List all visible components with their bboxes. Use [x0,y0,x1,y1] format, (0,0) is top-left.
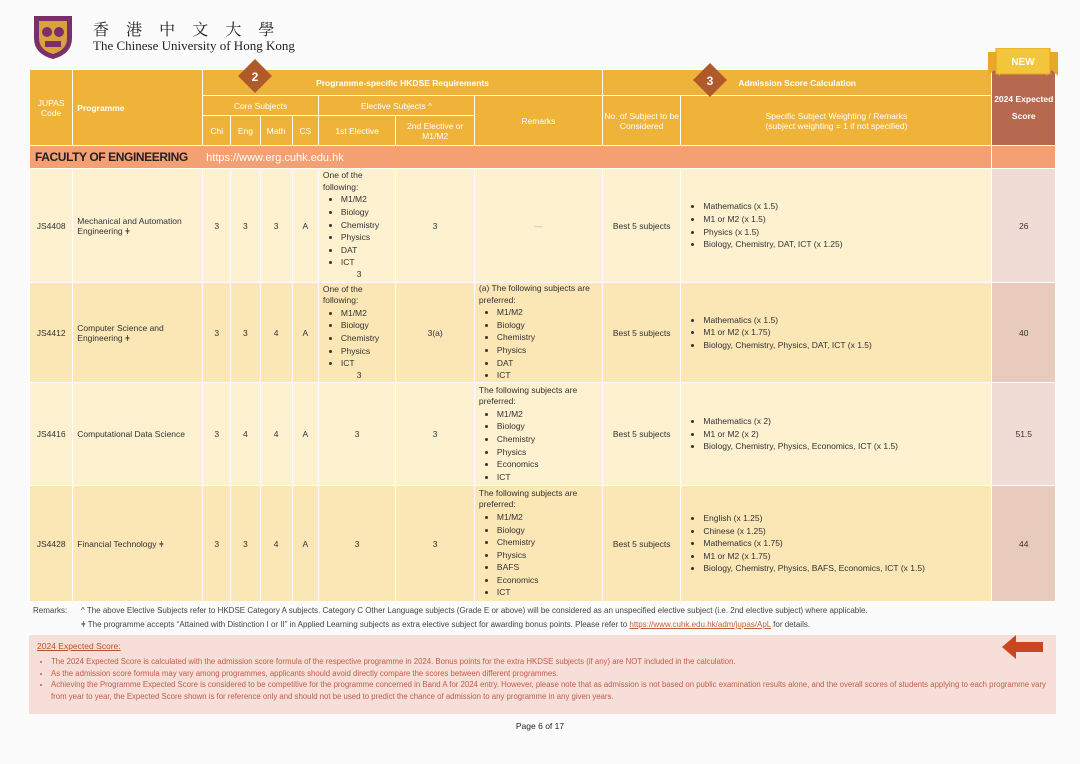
weighting-list [685,200,991,250]
list-item: • As the admission score formula may vary among programmes, applicants should avoid directly compare the scores between different programmes. [51,668,1061,680]
cuhk-crest-icon [30,12,76,60]
faculty-name: FACULTY OF ENGINEERING [35,150,188,164]
weighting-cell [681,486,992,602]
elective1-value: 3 [318,383,396,486]
remarks-cell: — [474,169,602,283]
remarks-cell [474,383,602,486]
expected-score-list [37,656,1061,702]
elective1-value: 3 [318,486,396,602]
new-badge-label: NEW [1011,57,1035,68]
jupas-code: JS4428 [30,486,73,602]
chi-level: 3 [203,383,231,486]
math-header: Math [260,116,292,146]
elective1-value: 3 [356,369,362,380]
list-item: • English (x 1.25) [703,512,991,525]
weighting-list [685,415,991,453]
list-item: • M1 or M2 (x 2) [703,428,991,441]
eng-level: 4 [231,383,260,486]
list-item: • The 2024 Expected Score is calculated with the admission score formula of the respective programme in 2024. Bonus points for the extra HKDSE subjects (if any) are NOT included in the calculation. [51,656,1061,668]
elective1-intro: One of the following: [322,170,363,192]
section3-header: Admission Score Calculation [602,70,992,96]
jupas-code: JS4408 [30,169,73,283]
remarks-cell [474,486,602,602]
chi-level: 3 [203,486,231,602]
list-item: • M1/M2 [497,408,602,421]
list-item: • Economics [497,458,602,471]
programme-name: Mechanical and Automation Engineering ǂ [73,169,203,283]
list-item: • Biology, Chemistry, DAT, ICT (x 1.25) [703,238,991,251]
list-item: • Physics [341,345,396,358]
table-row [30,283,1056,383]
programme-name: Computational Data Science [73,383,203,486]
subjects-considered: Best 5 subjects [602,383,681,486]
weighting-cell [681,169,992,283]
faculty-url-link[interactable]: https://www.erg.cuhk.edu.hk [206,152,344,164]
list-item: • DAT [341,244,396,257]
remarks-intro: (a) The following subjects are preferred: [478,283,590,305]
math-level: 4 [260,383,292,486]
list-item: • Biology [341,319,396,332]
list-item: • Economics [497,574,602,587]
list-item: • Biology, Chemistry, Physics, BAFS, Economics, ICT (x 1.5) [703,562,991,575]
elective1-list [323,307,396,370]
university-name-en: The Chinese University of Hong Kong [93,38,295,53]
list-item: • Biology [341,206,396,219]
list-item: • M1/M2 [341,307,396,320]
remarks-cell [474,283,602,383]
remarks-note-2: ǂ The programme accepts “Attained with Distinction I or II” in Applied Learning subjects as extra elective subject for awarding bonus points. Please refer to [81,620,628,629]
remarks-list [479,511,602,599]
list-item: • M1 or M2 (x 1.5) [703,213,991,226]
list-item: • Biology [497,420,602,433]
math-level: 4 [260,283,292,383]
subjects-considered: Best 5 subjects [602,486,681,602]
math-level: 3 [260,169,292,283]
math-level: 4 [260,486,292,602]
expected-score: 40 [992,283,1056,383]
list-item: • Achieving the Programme Expected Score is considered to be competitive for the programme concerned in Band A for 2024 entry. However, please note that as admission is not based on public examination results alone, and the overall scores of students applying to each programme vary from year to year, the Expected Score shown is for reference only and should not be used to predict the chance of admission to any programme in any given years. [51,679,1061,702]
cs-level: A [292,283,318,383]
list-item: • ICT [497,369,602,382]
list-item: • Physics [497,446,602,459]
elective2-level: 3(a) [396,283,475,383]
list-item: • Biology, Chemistry, Physics, Economics, ICT (x 1.5) [703,440,991,453]
programme-name: Computer Science and Engineering ǂ [73,283,203,383]
elective1-value: 3 [356,269,362,280]
cs-header: CS [292,116,318,146]
elective1-cell [318,169,396,283]
remarks-intro: The following subjects are preferred: [478,384,578,407]
apl-link[interactable]: https://www.cuhk.edu.hk/adm/jupas/ApL [629,620,771,629]
elective1-list [323,193,396,269]
elective2-level: 3 [396,169,475,283]
eng-level: 3 [231,169,260,283]
eng-level: 3 [231,283,260,383]
list-item: • Mathematics (x 2) [703,415,991,428]
chi-level: 3 [203,283,231,383]
elective-subjects-header: Elective Subjects ^ [318,96,474,116]
list-item: • Biology [497,319,602,332]
jupas-code-header: JUPAS Code [30,70,73,146]
list-item: • Mathematics (x 1.5) [703,314,991,327]
table-row [30,169,1056,283]
elective1-cell [318,283,396,383]
num-subjects-header: No. of Subject to be Considered [602,96,681,146]
jupas-code: JS4412 [30,283,73,383]
list-item: • Chemistry [497,433,602,446]
table-row [30,383,1056,486]
expected-score-box [29,635,1056,714]
elective1-intro: One of the following: [322,283,363,306]
list-item: • Chemistry [341,332,396,345]
subjects-considered: Best 5 subjects [602,283,681,383]
list-item: • Biology, Chemistry, Physics, DAT, ICT (x 1.5) [703,339,991,352]
expected-score-header: 2024 Expected Score [992,70,1056,146]
expected-score: 26 [992,169,1056,283]
weighting-header: Specific Subject Weighting / Remarks (subject weighting = 1 if not specified) [681,96,992,146]
list-item: • ICT [341,256,396,269]
weighting-list [685,512,991,575]
jupas-code: JS4416 [30,383,73,486]
section2-header: Programme-specific HKDSE Requirements [203,70,603,96]
list-item: • Chemistry [497,331,602,344]
list-item: • Physics [341,231,396,244]
elective1-header: 1st Elective [318,116,396,146]
list-item: • Chemistry [497,536,602,549]
list-item: • ICT [341,357,396,370]
eng-header: Eng [231,116,260,146]
arrow-left-icon [1002,634,1044,660]
list-item: • ICT [497,586,602,599]
subjects-considered: Best 5 subjects [602,169,681,283]
list-item: • DAT [497,357,602,370]
list-item: • Physics [497,344,602,357]
list-item: • Mathematics (x 1.75) [703,537,991,550]
list-item: • M1/M2 [497,306,602,319]
list-item: • Chemistry [341,219,396,232]
remarks-header: Remarks [474,96,602,146]
expected-score-title: 2024 Expected Score: [37,641,121,651]
cs-level: A [292,383,318,486]
section2-number: 2 [251,70,259,84]
expected-score: 44 [992,486,1056,602]
weighting-cell [681,383,992,486]
weighting-cell [681,283,992,383]
elective2-level: 3 [396,486,475,602]
remarks-list [479,408,602,484]
remarks-note-1: ^ The above Elective Subjects refer to HKDSE Category A subjects. Category C Other Language subjects (Grade E or above) will be considered as an unspecified elective subject (i.e. 2nd elective subject) where applicable. [81,606,868,615]
university-name-zh: 香 港 中 文 大 學 [93,20,281,39]
eng-level: 3 [231,486,260,602]
remarks-note-2-suffix: for details. [773,620,811,629]
list-item: • Biology [497,524,602,537]
list-item: • Chinese (x 1.25) [703,525,991,538]
list-item: • Mathematics (x 1.5) [703,200,991,213]
weighting-list [685,314,991,352]
cs-level: A [292,486,318,602]
chi-level: 3 [203,169,231,283]
remarks-label: Remarks: [33,606,68,615]
remarks-intro: The following subjects are preferred: [478,487,578,510]
remarks-section [33,604,868,632]
section3-number: 3 [706,74,714,88]
expected-score: 51.5 [992,383,1056,486]
elective2-level: 3 [396,383,475,486]
list-item: • M1 or M2 (x 1.75) [703,550,991,563]
list-item: • M1 or M2 (x 1.75) [703,326,991,339]
core-subjects-header: Core Subjects [203,96,319,116]
elective2-header: 2nd Elective or M1/M2 [396,116,475,146]
list-item: • BAFS [497,561,602,574]
table-row [30,486,1056,602]
cs-level: A [292,169,318,283]
programme-header: Programme [73,70,203,146]
chi-header: Chi [203,116,231,146]
programme-name: Financial Technology ǂ [73,486,203,602]
page-number: Page 6 of 17 [515,721,565,731]
faculty-row [30,146,992,169]
list-item: • Physics (x 1.5) [703,226,991,239]
list-item: • ICT [497,471,602,484]
list-item: • Physics [497,549,602,562]
remarks-list [479,306,602,382]
requirements-table [29,69,1056,602]
list-item: • M1/M2 [497,511,602,524]
list-item: • M1/M2 [341,193,396,206]
